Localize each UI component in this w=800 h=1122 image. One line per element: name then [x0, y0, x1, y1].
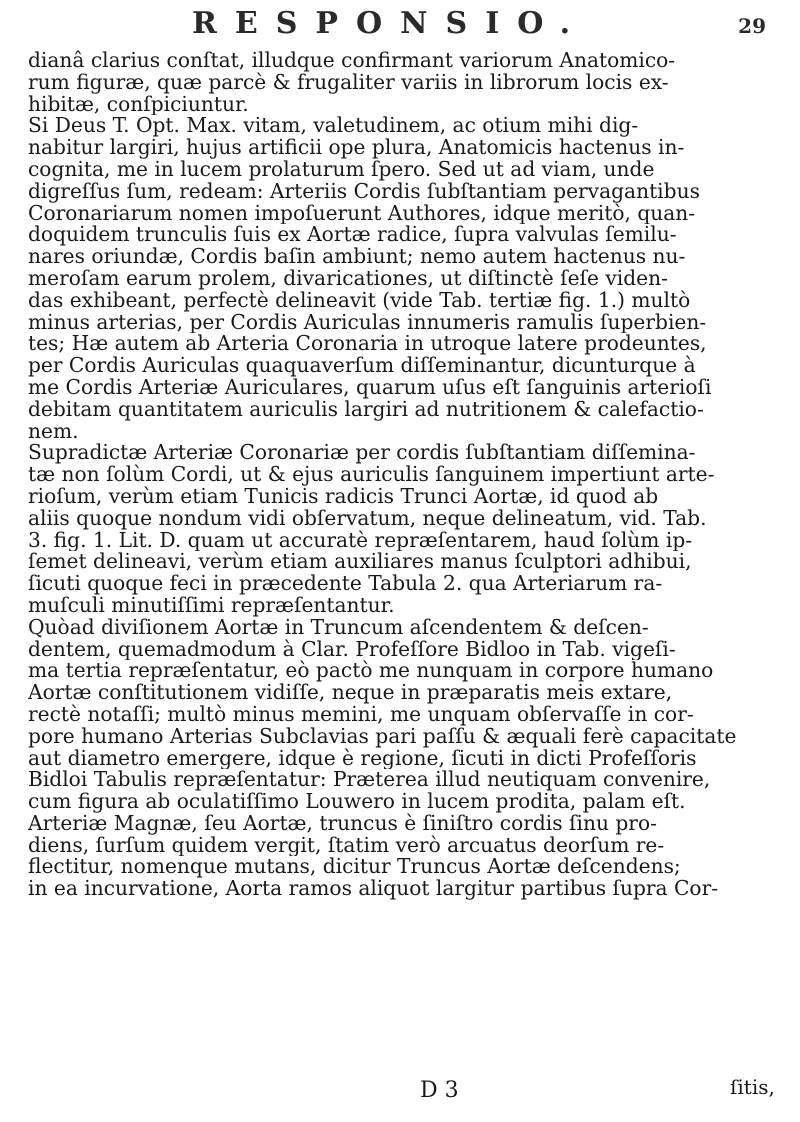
text-line: pore humano Arterias Subclavias pari paſſu & æquali ferè capacitate [28, 725, 737, 748]
text-line: muſculi minutiſſimi repræſentantur. [28, 594, 395, 617]
text-line: 3. fig. 1. Lit. D. quam ut accuratè repræſentarem, haud ſolùm ip- [28, 529, 693, 552]
text-line: debitam quantitatem auriculis largiri ad nutritionem & calefactio- [28, 398, 704, 421]
text-line: in ea incurvatione, Aorta ramos aliquot largitur partibus ſupra Cor- [28, 878, 719, 901]
text-line: diens, ſurſum quidem vergit, ſtatim verò arcuatus deorſum re- [28, 834, 665, 857]
signature-mark: D 3 [420, 1078, 459, 1103]
text-line: Bidloi Tabulis repræſentatur: Præterea illud neutiquam convenire, [28, 769, 711, 792]
text-line: hibitæ, conſpiciuntur. [28, 93, 249, 116]
text-line: tæ non ſolùm Cordi, ut & ejus auriculis ſanguinem impertiunt arte- [28, 464, 715, 486]
text-line: Si Deus T. Opt. Max. vitam, valetudinem, ac otium mihi dig- [28, 115, 639, 138]
text-line: ſemet delineavi, verùm etiam auxiliares manus ſculptori adhibui, [28, 551, 692, 574]
text-line: nabitur largiri, hujus artificii ope plura, Anatomicis hactenus in- [28, 137, 685, 159]
text-line: aut diametro emergere, idque è regione, ſicuti in dicti Profeſſoris [28, 747, 697, 770]
text-line: cum figura ab oculatiſſimo Louwero in lucem prodita, palam eſt. [28, 791, 686, 813]
text-line: cognita, me in lucem prolaturum ſpero. Sed ut ad viam, unde [28, 158, 655, 181]
text-line: Quòad diviſionem Aortæ in Truncum aſcendentem & deſcen- [28, 616, 649, 639]
text-line: nem. [28, 420, 79, 443]
text-line: tes; Hæ autem ab Arteria Coronaria in utroque latere prodeuntes, [28, 333, 707, 356]
text-line: rioſum, verùm etiam Tunicis radicis Trunci Aortæ, id quod ab [28, 485, 659, 508]
text-line: Aortæ conſtitutionem vidiſſe, neque in præparatis meis extare, [28, 682, 673, 704]
text-line: rum figuræ, quæ parcè & frugaliter variis in librorum locis ex- [28, 71, 669, 94]
running-title: RESPONSIO. [191, 6, 589, 41]
text-line: dentem, quemadmodum à Clar. Profeſſore Bidloo in Tab. vigeſi- [28, 638, 676, 661]
catchword: ſitis, [730, 1075, 775, 1099]
text-line: ſicuti quoque feci in præcedente Tabula 2. qua Arteriarum ra- [28, 573, 663, 595]
text-line: nares oriundæ, Cordis baſin ambiunt; nemo autem hactenus nu- [28, 246, 686, 268]
text-line: digreſſus ſum, redeam: Arteriis Cordis ſubſtantiam pervagantibus [28, 180, 700, 203]
text-line: ma tertia repræſentatur, eò pactò me nunquam in corpore humano [28, 660, 714, 683]
text-line: rectè notaſſi; multò minus memini, me unquam obſervaſſe in cor- [28, 703, 694, 726]
text-line: Supradictæ Arteriæ Coronariæ per cordis ſubſtantiam diſſemina- [28, 442, 696, 465]
text-line: minus arterias, per Cordis Auriculas innumeris ramulis ſuperbien- [28, 311, 707, 334]
text-line: flectitur, nomenque mutans, dicitur Truncus Aortæ deſcendens; [28, 856, 681, 879]
text-line: Arteriæ Magnæ, ſeu Aortæ, truncus è ſiniſtro cordis ſinu pro- [28, 812, 657, 835]
text-line: aliis quoque nondum vidi obſervatum, neque delineatum, vid. Tab. [28, 507, 707, 530]
text-line: doquidem trunculis ſuis ex Aortæ radice, ſupra valvulas ſemilu- [28, 224, 677, 247]
text-line: dianâ clarius conſtat, illudque confirmant variorum Anatomico- [28, 50, 676, 72]
page-number: 29 [738, 14, 766, 38]
text-line: me Cordis Arteriæ Auriculares, quarum uſus eſt ſanguinis arterioſi [28, 376, 712, 399]
text-line: das exhibeant, perfectè delineavit (vide Tab. tertiæ fig. 1.) multò [28, 289, 691, 312]
text-line: meroſam earum prolem, divaricationes, ut diſtinctè ſeſe viden- [28, 267, 668, 290]
body-text [28, 50, 768, 900]
text-line: Coronariarum nomen impoſuerunt Authores, idque meritò, quan- [28, 202, 696, 225]
text-line: per Cordis Auriculas quaquaverſum diſſeminantur, dicunturque à [28, 355, 696, 377]
